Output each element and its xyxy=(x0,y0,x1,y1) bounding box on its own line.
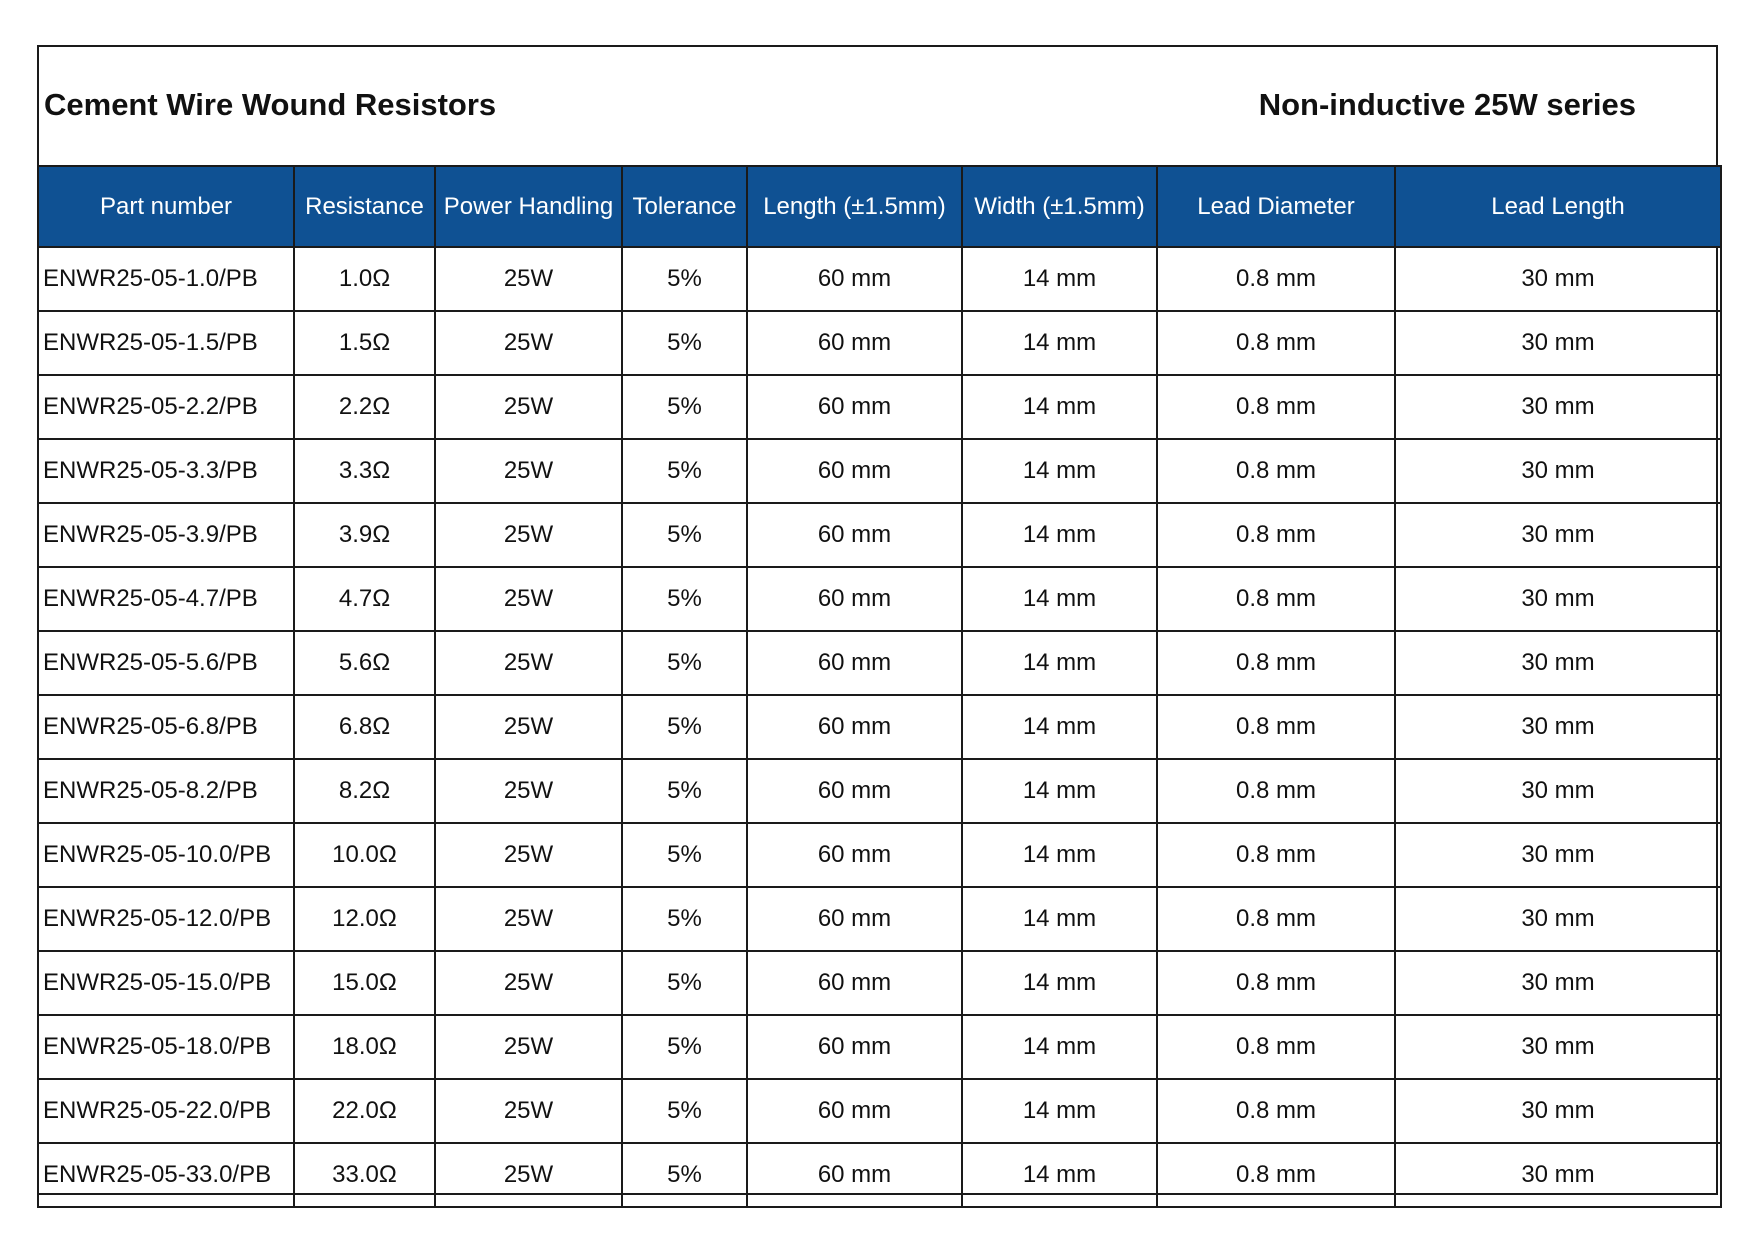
table-row xyxy=(38,631,1721,695)
lead-diameter-cell: 0.8 mm xyxy=(1157,375,1395,439)
resistance-cell: 5.6Ω xyxy=(294,631,435,695)
table-row xyxy=(38,887,1721,951)
width-cell: 14 mm xyxy=(962,439,1157,503)
width-cell: 14 mm xyxy=(962,567,1157,631)
table-row xyxy=(38,567,1721,631)
part-number-cell: ENWR25-05-4.7/PB xyxy=(38,567,294,631)
lead-length-cell: 30 mm xyxy=(1395,631,1721,695)
lead-diameter-cell: 0.8 mm xyxy=(1157,759,1395,823)
col-header-width: Width (±1.5mm) xyxy=(962,166,1157,247)
resistance-cell: 1.0Ω xyxy=(294,247,435,311)
width-cell: 14 mm xyxy=(962,503,1157,567)
tolerance-cell: 5% xyxy=(622,823,747,887)
resistance-cell: 22.0Ω xyxy=(294,1079,435,1143)
length-cell: 60 mm xyxy=(747,567,962,631)
tolerance-cell: 5% xyxy=(622,439,747,503)
length-cell: 60 mm xyxy=(747,375,962,439)
width-cell: 14 mm xyxy=(962,311,1157,375)
tolerance-cell: 5% xyxy=(622,951,747,1015)
lead-length-cell: 30 mm xyxy=(1395,567,1721,631)
power-cell: 25W xyxy=(435,567,622,631)
part-number-cell: ENWR25-05-6.8/PB xyxy=(38,695,294,759)
lead-diameter-cell: 0.8 mm xyxy=(1157,1079,1395,1143)
lead-length-cell: 30 mm xyxy=(1395,503,1721,567)
part-number-cell: ENWR25-05-15.0/PB xyxy=(38,951,294,1015)
length-cell: 60 mm xyxy=(747,439,962,503)
col-header-lead-length: Lead Length xyxy=(1395,166,1721,247)
tolerance-cell: 5% xyxy=(622,631,747,695)
tolerance-cell: 5% xyxy=(622,311,747,375)
table-row xyxy=(38,759,1721,823)
power-cell: 25W xyxy=(435,759,622,823)
table-row xyxy=(38,1015,1721,1079)
table-body xyxy=(38,247,1721,1207)
length-cell: 60 mm xyxy=(747,823,962,887)
title-row xyxy=(39,47,1716,165)
part-number-cell: ENWR25-05-3.9/PB xyxy=(38,503,294,567)
width-cell: 14 mm xyxy=(962,375,1157,439)
resistance-cell: 3.9Ω xyxy=(294,503,435,567)
power-cell: 25W xyxy=(435,823,622,887)
width-cell: 14 mm xyxy=(962,1079,1157,1143)
table-row xyxy=(38,1079,1721,1143)
width-cell: 14 mm xyxy=(962,823,1157,887)
table-header-row xyxy=(38,166,1721,247)
length-cell: 60 mm xyxy=(747,695,962,759)
table-row xyxy=(38,695,1721,759)
lead-diameter-cell: 0.8 mm xyxy=(1157,951,1395,1015)
lead-length-cell: 30 mm xyxy=(1395,695,1721,759)
length-cell: 60 mm xyxy=(747,759,962,823)
length-cell: 60 mm xyxy=(747,1015,962,1079)
resistance-cell: 1.5Ω xyxy=(294,311,435,375)
part-number-cell: ENWR25-05-3.3/PB xyxy=(38,439,294,503)
length-cell: 60 mm xyxy=(747,887,962,951)
resistance-cell: 12.0Ω xyxy=(294,887,435,951)
resistance-cell: 3.3Ω xyxy=(294,439,435,503)
power-cell: 25W xyxy=(435,503,622,567)
lead-diameter-cell: 0.8 mm xyxy=(1157,439,1395,503)
lead-length-cell: 30 mm xyxy=(1395,951,1721,1015)
tolerance-cell: 5% xyxy=(622,503,747,567)
resistance-cell: 8.2Ω xyxy=(294,759,435,823)
col-header-power-handling: Power Handling xyxy=(435,166,622,247)
power-cell: 25W xyxy=(435,631,622,695)
part-number-cell: ENWR25-05-1.0/PB xyxy=(38,247,294,311)
table-row xyxy=(38,823,1721,887)
lead-diameter-cell: 0.8 mm xyxy=(1157,823,1395,887)
table-row xyxy=(38,1143,1721,1207)
table-row xyxy=(38,951,1721,1015)
lead-length-cell: 30 mm xyxy=(1395,375,1721,439)
col-header-tolerance: Tolerance xyxy=(622,166,747,247)
part-number-cell: ENWR25-05-2.2/PB xyxy=(38,375,294,439)
lead-diameter-cell: 0.8 mm xyxy=(1157,887,1395,951)
part-number-cell: ENWR25-05-10.0/PB xyxy=(38,823,294,887)
resistance-cell: 2.2Ω xyxy=(294,375,435,439)
part-number-cell: ENWR25-05-33.0/PB xyxy=(38,1143,294,1207)
tolerance-cell: 5% xyxy=(622,887,747,951)
lead-length-cell: 30 mm xyxy=(1395,247,1721,311)
tolerance-cell: 5% xyxy=(622,567,747,631)
width-cell: 14 mm xyxy=(962,759,1157,823)
power-cell: 25W xyxy=(435,695,622,759)
length-cell: 60 mm xyxy=(747,503,962,567)
part-number-cell: ENWR25-05-12.0/PB xyxy=(38,887,294,951)
lead-length-cell: 30 mm xyxy=(1395,1079,1721,1143)
power-cell: 25W xyxy=(435,247,622,311)
spec-table xyxy=(37,165,1722,1208)
lead-diameter-cell: 0.8 mm xyxy=(1157,1143,1395,1207)
product-title: Cement Wire Wound Resistors xyxy=(44,87,497,122)
power-cell: 25W xyxy=(435,1143,622,1207)
tolerance-cell: 5% xyxy=(622,1143,747,1207)
lead-length-cell: 30 mm xyxy=(1395,439,1721,503)
width-cell: 14 mm xyxy=(962,887,1157,951)
lead-length-cell: 30 mm xyxy=(1395,823,1721,887)
length-cell: 60 mm xyxy=(747,311,962,375)
datasheet-frame xyxy=(37,45,1718,1195)
lead-diameter-cell: 0.8 mm xyxy=(1157,567,1395,631)
lead-diameter-cell: 0.8 mm xyxy=(1157,631,1395,695)
resistance-cell: 15.0Ω xyxy=(294,951,435,1015)
power-cell: 25W xyxy=(435,311,622,375)
resistance-cell: 6.8Ω xyxy=(294,695,435,759)
tolerance-cell: 5% xyxy=(622,759,747,823)
table-row xyxy=(38,375,1721,439)
col-header-part-number: Part number xyxy=(38,166,294,247)
part-number-cell: ENWR25-05-5.6/PB xyxy=(38,631,294,695)
tolerance-cell: 5% xyxy=(622,375,747,439)
tolerance-cell: 5% xyxy=(622,247,747,311)
lead-length-cell: 30 mm xyxy=(1395,759,1721,823)
power-cell: 25W xyxy=(435,1079,622,1143)
resistance-cell: 18.0Ω xyxy=(294,1015,435,1079)
width-cell: 14 mm xyxy=(962,247,1157,311)
resistance-cell: 4.7Ω xyxy=(294,567,435,631)
length-cell: 60 mm xyxy=(747,951,962,1015)
table-row xyxy=(38,503,1721,567)
width-cell: 14 mm xyxy=(962,951,1157,1015)
width-cell: 14 mm xyxy=(962,695,1157,759)
lead-length-cell: 30 mm xyxy=(1395,1143,1721,1207)
resistance-cell: 10.0Ω xyxy=(294,823,435,887)
table-row xyxy=(38,439,1721,503)
power-cell: 25W xyxy=(435,1015,622,1079)
length-cell: 60 mm xyxy=(747,1143,962,1207)
power-cell: 25W xyxy=(435,375,622,439)
lead-length-cell: 30 mm xyxy=(1395,887,1721,951)
series-title: Non-inductive 25W series xyxy=(1258,87,1636,122)
col-header-resistance: Resistance xyxy=(294,166,435,247)
lead-diameter-cell: 0.8 mm xyxy=(1157,1015,1395,1079)
tolerance-cell: 5% xyxy=(622,1079,747,1143)
width-cell: 14 mm xyxy=(962,631,1157,695)
table-row xyxy=(38,247,1721,311)
length-cell: 60 mm xyxy=(747,247,962,311)
part-number-cell: ENWR25-05-1.5/PB xyxy=(38,311,294,375)
part-number-cell: ENWR25-05-22.0/PB xyxy=(38,1079,294,1143)
power-cell: 25W xyxy=(435,439,622,503)
power-cell: 25W xyxy=(435,951,622,1015)
length-cell: 60 mm xyxy=(747,631,962,695)
table-row xyxy=(38,311,1721,375)
tolerance-cell: 5% xyxy=(622,1015,747,1079)
part-number-cell: ENWR25-05-8.2/PB xyxy=(38,759,294,823)
lead-length-cell: 30 mm xyxy=(1395,311,1721,375)
lead-diameter-cell: 0.8 mm xyxy=(1157,311,1395,375)
width-cell: 14 mm xyxy=(962,1143,1157,1207)
col-header-lead-diameter: Lead Diameter xyxy=(1157,166,1395,247)
lead-diameter-cell: 0.8 mm xyxy=(1157,695,1395,759)
resistance-cell: 33.0Ω xyxy=(294,1143,435,1207)
length-cell: 60 mm xyxy=(747,1079,962,1143)
part-number-cell: ENWR25-05-18.0/PB xyxy=(38,1015,294,1079)
power-cell: 25W xyxy=(435,887,622,951)
width-cell: 14 mm xyxy=(962,1015,1157,1079)
lead-diameter-cell: 0.8 mm xyxy=(1157,503,1395,567)
lead-diameter-cell: 0.8 mm xyxy=(1157,247,1395,311)
lead-length-cell: 30 mm xyxy=(1395,1015,1721,1079)
col-header-length: Length (±1.5mm) xyxy=(747,166,962,247)
tolerance-cell: 5% xyxy=(622,695,747,759)
